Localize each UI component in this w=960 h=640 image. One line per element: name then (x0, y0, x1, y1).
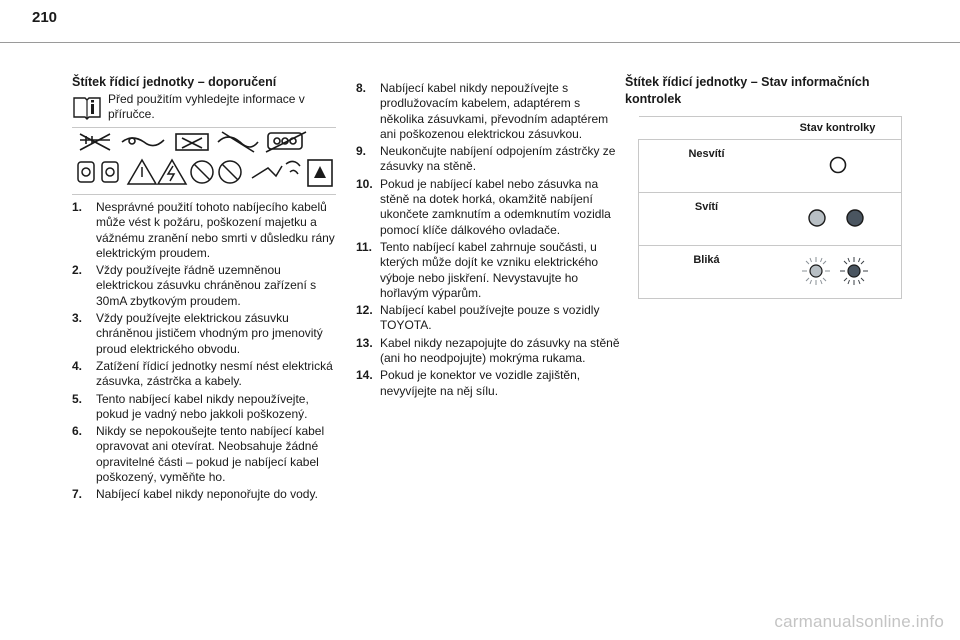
lamp-off-icon (828, 155, 848, 175)
manual-notice-text: Před použitím vyhledejte informace v příručce. (108, 92, 305, 121)
section-heading-status: Štítek řídicí jednotky – Stav informačních kontrolek (625, 75, 870, 106)
list-item: 12. Nabíjecí kabel používejte pouze s vozidly TOYOTA. (356, 303, 600, 333)
list-item: 8. Nabíjecí kabel nikdy nepoužívejte s prodlužovacím kabelem, adaptérem s několika zásuvkami, převodním adaptérem ani poškozenou elektrickou zásuvkou. (356, 81, 609, 141)
list-item: 2. Vždy používejte řádně uzemněnou elektrickou zásuvku chráněnou zařízení s 30mA zbytkovým proudem. (72, 263, 317, 308)
read-manual-icon (72, 92, 102, 122)
row-label: Svítí (639, 193, 775, 246)
section-heading-recommendations: Štítek řídicí jednotky – doporučení (72, 75, 277, 89)
status-table (638, 116, 902, 299)
lamp-on-dark-icon (847, 210, 863, 226)
page-number: 210 (32, 9, 58, 26)
list-item: 9. Neukončujte nabíjení odpojením zástrčky ze zásuvky na stěně. (356, 144, 616, 174)
table-row (639, 193, 902, 246)
table-row (639, 140, 902, 193)
row-label: Bliká (639, 246, 775, 299)
lamp-cell-on (774, 193, 902, 246)
list-item: 14. Pokud je konektor ve vozidle zajištěn, nevyvíjejte na něj sílu. (356, 368, 581, 398)
recommendation-list-left (72, 200, 340, 503)
warning-label-image (72, 127, 336, 195)
list-item: 7. Nabíjecí kabel nikdy neponořujte do vody. (72, 487, 318, 502)
list-item: 13. Kabel nikdy nezapojujte do zásuvky na stěně (ani ho neodpojujte) mokrýma rukama. (356, 335, 620, 366)
watermark: carmanualsonline.info (774, 612, 944, 631)
lamp-blink-dark-icon (840, 257, 868, 285)
status-table-header-row (639, 117, 902, 140)
lamp-cell-off (774, 140, 902, 193)
list-item: 4. Zatížení řídicí jednotky nesmí nést elektrická zásuvka, zástrčka a kabely. (72, 358, 333, 389)
lamp-on-light-icon (809, 210, 825, 226)
list-item: 6. Nikdy se nepokoušejte tento nabíjecí kabel opravovat ani otevírat. Neobsahuje žádné opravitelné části – pokud je nabíjecí kabel poškozený, vyměňte ho. (72, 424, 325, 485)
status-column-header: Stav kontrolky (774, 117, 902, 140)
list-item: 1. Nesprávné použití tohoto nabíjecího kabelů může vést k požáru, poškození majetku a vážnému zranění nebo smrti v důsledku rány elektrickým proudem. (72, 200, 335, 260)
lamp-cell-blink (774, 246, 902, 299)
recommendation-list-middle (356, 81, 624, 399)
manual-notice (72, 92, 340, 122)
header-rule (0, 42, 960, 43)
list-item: 11. Tento nabíjecí kabel zahrnuje součásti, u kterých může dojít ke vzniku elektrického výboje nebo jiskření. Nevystavujte ho hořlavým výparům. (356, 239, 599, 300)
right-column (625, 74, 905, 108)
list-item: 3. Vždy používejte elektrickou zásuvku chráněnou jističem vhodným pro jmenovitý proud elektrického obvodu. (72, 311, 323, 356)
row-label: Nesvítí (639, 140, 775, 193)
list-item: 5. Tento nabíjecí kabel nikdy nepoužívejte, pokud je vadný nebo jakkoli poškozený. (72, 391, 309, 421)
middle-column (356, 81, 624, 401)
lamp-blink-light-icon (802, 257, 830, 285)
left-list-container (72, 200, 340, 505)
list-item: 10. Pokud je nabíjecí kabel nebo zásuvka na stěně na dotek horká, okamžitě nabíjení ukončete zamknutím a odemknutím vozidla pomocí klíče dálkového ovladače. (356, 176, 611, 237)
table-row (639, 246, 902, 299)
